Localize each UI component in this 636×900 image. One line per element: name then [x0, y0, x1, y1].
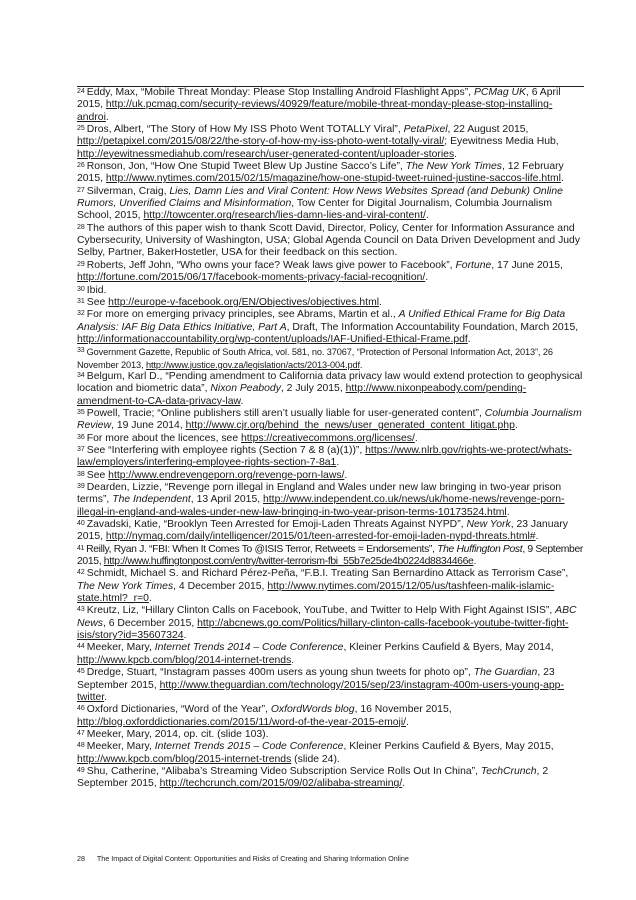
footnote-text: . — [467, 333, 471, 345]
footnote-source-title: The New York Times — [405, 161, 502, 173]
footnote-40 — [77, 519, 584, 544]
footnote-link[interactable]: http://uk.pcmag.com/security-reviews/40929/feature/mobile-threat-monday-please-stop-installing-androi — [77, 99, 553, 123]
footnote-text: Belgum, Karl D., “Pending amendment to California data privacy law would extend protection to geophysical location and biometric data”, — [77, 370, 583, 395]
footnote-31 — [77, 297, 584, 309]
footnote-number: 34 — [77, 371, 85, 379]
footnote-text: , 19 June 2014, — [111, 420, 186, 432]
footnote-text: . — [514, 420, 518, 432]
footnote-number: 43 — [77, 606, 85, 614]
footnote-text: , 6 December 2015, — [102, 617, 198, 629]
footnote-source-title: Columbia Journalism Review — [77, 407, 582, 432]
footnote-text: Government Gazette, Republic of South Africa, vol. 581, no. 37067, “Protection of Personal Information Act, 2013”, 26 November 2013, — [77, 347, 553, 370]
footnote-source-title: Lies, Damn Lies and Viral Content: How News Websites Spread (and Debunk) Online Rumors, Unverified Claims and Misinformation — [77, 185, 563, 210]
footnote-number: 32 — [77, 310, 85, 318]
footnote-number: 40 — [77, 520, 85, 528]
footnote-number: 44 — [77, 643, 85, 651]
footnote-48 — [77, 741, 584, 766]
footnote-49 — [77, 766, 584, 791]
footnote-text: . — [240, 395, 244, 407]
footnote-number: 48 — [77, 742, 85, 750]
footnote-number: 37 — [77, 445, 85, 453]
footnote-source-title: PCMag UK — [473, 87, 526, 98]
footnote-text: See “Interfering with employee rights (Section 7 & 8 (a)(1))”, — [86, 444, 366, 456]
footnote-link[interactable]: http://petapixel.com/2015/08/22/the-story-of-how-my-iss-photo-went-totally-viral/ — [77, 136, 445, 148]
footnote-44 — [77, 642, 584, 667]
footnote-text: , 23 January 2015, — [77, 519, 568, 543]
footnote-number: 25 — [77, 125, 85, 133]
footnote-text: See — [86, 296, 109, 308]
footnote-text: Powell, Tracie; “Online publishers still aren’t usually liable for user-generated content”, — [86, 407, 485, 419]
footnote-text: Silverman, Craig, — [86, 185, 170, 197]
footnote-source-title: The New York Times — [77, 580, 174, 592]
footnote-35 — [77, 408, 584, 433]
footnote-source-title: ABC News — [77, 605, 577, 629]
footnote-text: (slide 24). — [291, 753, 340, 765]
footnote-number: 30 — [77, 285, 85, 293]
document-title: The Impact of Digital Content: Opportunities and Risks of Creating and Sharing Information Online — [96, 854, 409, 863]
footnote-text: . — [454, 148, 458, 160]
page-footer — [77, 854, 409, 863]
footnote-text: , 13 April 2015, — [190, 494, 264, 506]
footnote-text: Eddy, Max, “Mobile Threat Monday: Please Stop Installing Android Flashlight Apps”, — [86, 87, 474, 98]
footnote-link[interactable]: http://www.nytimes.com/2015/02/15/magazine/how-one-stupid-tweet-ruined-justine-saccos-life.html — [105, 173, 561, 185]
footnote-text: . — [336, 457, 340, 469]
footnote-number: 38 — [77, 470, 85, 478]
footnote-link[interactable]: http://www.endrevengeporn.org/revenge-porn-laws/ — [108, 469, 345, 481]
footnote-text: , Tow Center for Digital Journalism, Columbia Journalism School, 2015, — [77, 198, 553, 222]
footnote-text: Kreutz, Liz, “Hillary Clinton Calls on Facebook, YouTube, and Twitter to Help With Fight Against ISIS”, — [86, 605, 556, 617]
footnote-43 — [77, 605, 584, 642]
footnote-47 — [77, 729, 584, 741]
footnote-text: Meeker, Mary, — [86, 741, 155, 753]
footnote-26 — [77, 161, 584, 186]
footnote-link[interactable]: http://www.nixonpeabody.com/pending-amendment-to-CA-data-privacy-law — [77, 383, 527, 407]
footnote-text: . — [359, 359, 363, 370]
footnote-34 — [77, 371, 584, 408]
footnote-text: For more on emerging privacy principles, see Abrams, Martin et al., — [86, 309, 399, 321]
footnote-text: For more about the licences, see — [86, 432, 242, 444]
footnote-text: . — [105, 111, 109, 123]
footnote-link[interactable]: http://europe-v-facebook.org/EN/Objectives/objectives.html — [108, 296, 380, 308]
footnote-number: 33 — [77, 347, 85, 355]
footnote-42 — [77, 568, 584, 605]
footnote-text: The authors of this paper wish to thank Scott David, Director, Policy, Center for Information Assurance and Cybersecurity, University of Washington, USA; Global Agenda Council on Data Driven Development and Judy Selby, Partner, BakerHostetler, USA for their feedback on this section. — [77, 222, 581, 259]
footnote-source-title: Fortune — [455, 259, 492, 271]
footnote-text: . — [425, 210, 429, 222]
footnote-39 — [77, 482, 584, 519]
footnote-source-title: OxfordWords blog — [270, 704, 355, 716]
footnote-text: . — [414, 432, 418, 444]
footnote-45 — [77, 667, 584, 704]
footnote-text: Dredge, Stuart, “Instagram passes 400m users as young shun tweets for photo op”, — [86, 667, 474, 679]
footnote-30 — [77, 285, 584, 297]
footnotes-section — [77, 87, 584, 791]
footnote-text: . — [344, 469, 348, 481]
footnote-link[interactable]: http://towcenter.org/research/lies-damn-lies-and-viral-content/ — [143, 210, 426, 222]
footnote-text: Roberts, Jeff John, “Who owns your face? Weak laws give power to Facebook”, — [86, 259, 456, 271]
footnote-text: . — [402, 778, 406, 790]
footnote-link[interactable]: http://www.kpcb.com/blog/2014-internet-trends — [77, 654, 292, 666]
footnote-33 — [77, 346, 584, 371]
footnote-text: , Kleiner Perkins Caufield & Byers, May 2014, — [343, 642, 554, 654]
footnote-number: 31 — [77, 297, 85, 305]
footnote-text: . — [104, 691, 108, 703]
footnote-text: , 22 August 2015, — [447, 124, 529, 136]
footnote-text: , 17 June 2015, — [491, 259, 563, 271]
footnote-text: . — [183, 630, 187, 642]
footnote-number: 49 — [77, 766, 85, 774]
footnote-text: . — [506, 506, 510, 518]
footnote-text: . — [535, 531, 539, 543]
footnote-text: , 23 September 2015, — [77, 667, 555, 691]
footnote-37 — [77, 445, 584, 470]
footnote-number: 39 — [77, 483, 85, 490]
footnote-text: ; Eyewitness Media Hub, — [444, 136, 559, 148]
footnote-text: , 16 November 2015, — [354, 704, 452, 716]
footnote-text: . — [406, 716, 409, 728]
footnote-source-title: A Unified Ethical Frame for Big Data Analysis: IAF Big Data Ethics Initiative, Part A — [77, 309, 566, 333]
footnote-number: 36 — [77, 433, 85, 441]
footnote-link[interactable]: http://informationaccountability.org/wp-content/uploads/IAF-Unified-Ethical-Frame.pdf — [77, 333, 468, 345]
footnote-link[interactable]: http://www.kpcb.com/blog/2015-internet-trends — [77, 753, 292, 765]
page-number: 28 — [77, 854, 85, 863]
footnote-source-title: The Huffington Post — [437, 543, 523, 555]
footnote-text: . — [473, 556, 477, 568]
footnote-number: 24 — [77, 88, 85, 95]
footnote-source-title: PetaPixel — [403, 124, 448, 136]
footnote-link[interactable]: http://www.cjr.org/behind_the_news/user_generated_content_litigat.php — [185, 420, 515, 432]
footnote-number: 42 — [77, 569, 85, 577]
footnote-source-title: The Independent — [112, 494, 191, 506]
footnote-number: 47 — [77, 729, 85, 737]
footnote-number: 29 — [77, 260, 85, 268]
footnote-link[interactable]: http://abcnews.go.com/Politics/hillary-clinton-calls-facebook-youtube-twitter-fight-isis/story?id=35607324 — [77, 617, 569, 642]
footnote-number: 46 — [77, 705, 85, 713]
footnote-number: 41 — [77, 544, 85, 552]
footnote-link[interactable]: http://nymag.com/daily/intelligencer/2015/01/teen-arrested-for-emoji-laden-nypd-threats.html# — [105, 531, 536, 543]
footnote-46 — [77, 704, 584, 729]
footnote-text: , 4 December 2015, — [173, 580, 268, 592]
footnote-link[interactable]: http://www.theguardian.com/technology/2015/sep/23/instagram-400m-users-young-app-twitter — [77, 679, 564, 703]
footnote-number: 35 — [77, 408, 85, 416]
footnote-text: . — [379, 296, 382, 308]
footnote-source-title: New York — [466, 519, 511, 531]
footnote-text: Ronson, Jon, “How One Stupid Tweet Blew Up Justine Sacco’s Life”, — [86, 161, 406, 173]
footnote-text: Dearden, Lizzie, “Revenge porn illegal in England and Wales under new law bringing in two-year prison terms”, — [77, 482, 562, 506]
footnote-text: Ibid. — [86, 284, 107, 296]
footnote-text: . — [425, 272, 429, 284]
footnote-25 — [77, 124, 584, 161]
footnote-text: Zavadski, Katie, “Brooklyn Teen Arrested for Emoji-Laden Threats Against NYPD”, — [86, 519, 467, 531]
footnote-number: 26 — [77, 162, 85, 170]
footnote-36 — [77, 433, 584, 445]
footnote-text: . — [291, 654, 295, 666]
footnote-number: 27 — [77, 186, 85, 194]
footnote-text: , Draft, The Information Accountability Foundation, March 2015, — [286, 321, 579, 333]
footnote-text: . — [560, 173, 564, 185]
footnote-text: Schmidt, Michael S. and Richard Pérez-Peña, “F.B.I. Treating San Bernardino Attack as Terrorism Case”, — [86, 568, 569, 580]
footnote-source-title: TechCrunch — [480, 765, 537, 777]
footnote-link[interactable]: http://www.justice.gov.za/legislation/acts/2013-004.pdf — [145, 359, 360, 370]
footnote-41 — [77, 544, 584, 569]
footnote-text: , 6 April 2015, — [77, 87, 561, 111]
footnote-32 — [77, 309, 584, 346]
footnote-link[interactable]: https://www.nlrb.gov/rights-we-protect/whats-law/employers/interfering-employee-rights-section-7-8a1 — [77, 444, 572, 469]
footnote-text: Dros, Albert, “The Story of How My ISS Photo Went TOTALLY Viral”, — [86, 124, 404, 136]
footnote-text: See — [86, 469, 109, 481]
footnote-number: 45 — [77, 668, 85, 676]
footnote-text: Meeker, Mary, — [86, 642, 155, 654]
footnote-29 — [77, 260, 584, 285]
footnote-link[interactable]: http://eyewitnessmediahub.com/research/user-generated-content/uploader-stories — [77, 148, 455, 160]
footnote-link[interactable]: https://creativecommons.org/licenses/ — [241, 432, 415, 444]
footnote-text: , Kleiner Perkins Caufield & Byers, May 2015, — [343, 741, 554, 753]
footnote-text: , 12 February 2015, — [77, 161, 564, 185]
footnote-27 — [77, 186, 584, 223]
footnote-source-title: Internet Trends 2014 – Code Conference — [154, 642, 344, 654]
footnote-link[interactable]: http://www.independent.co.uk/news/uk/home-news/revenge-porn-illegal-in-england-and-wales-under-new-law-bringing-in-two-year-prison-terms-10173524.html — [77, 494, 565, 518]
footnote-link[interactable]: http://www.huffingtonpost.com/entry/twitter-terrorism-fbi_55b7e25de4b0224d8834466e — [103, 556, 474, 568]
footnote-link[interactable]: http://fortune.com/2015/06/17/facebook-moments-privacy-facial-recognition/ — [77, 272, 426, 284]
footnote-text: , 2 July 2015, — [280, 383, 346, 395]
footnote-text: , 9 September 2015, — [77, 543, 584, 568]
footnote-text: Meeker, Mary, 2014, op. cit. (slide 103). — [86, 728, 269, 740]
footnote-text: . — [148, 593, 152, 605]
footnote-source-title: Nixon Peabody — [210, 383, 281, 395]
footnote-text: Reilly, Ryan J. “FBI: When It Comes To @ISIS Terror, Retweets = Endorsements”, — [86, 543, 438, 555]
footnote-link[interactable]: http://www.nytimes.com/2015/12/05/us/tashfeen-malik-islamic-state.html?_r=0 — [77, 580, 555, 605]
footnote-number: 28 — [77, 223, 85, 231]
footnote-source-title: Internet Trends 2015 – Code Conference — [154, 741, 344, 753]
footnote-text: , 2 September 2015, — [77, 765, 549, 790]
footnote-24 — [77, 87, 584, 124]
footnote-38 — [77, 470, 584, 482]
footnote-text: Shu, Catherine, “Alibaba’s Streaming Video Subscription Service Rolls Out In China”, — [86, 765, 481, 777]
footnote-link[interactable]: http://techcrunch.com/2015/09/02/alibaba-streaming/ — [159, 778, 403, 790]
footnote-source-title: The Guardian — [473, 667, 538, 679]
footnote-text: Oxford Dictionaries, “Word of the Year”, — [86, 704, 271, 716]
footnote-28 — [77, 223, 584, 260]
footnote-link[interactable]: http://blog.oxforddictionaries.com/2015/11/word-of-the-year-2015-emoji/ — [77, 716, 407, 728]
